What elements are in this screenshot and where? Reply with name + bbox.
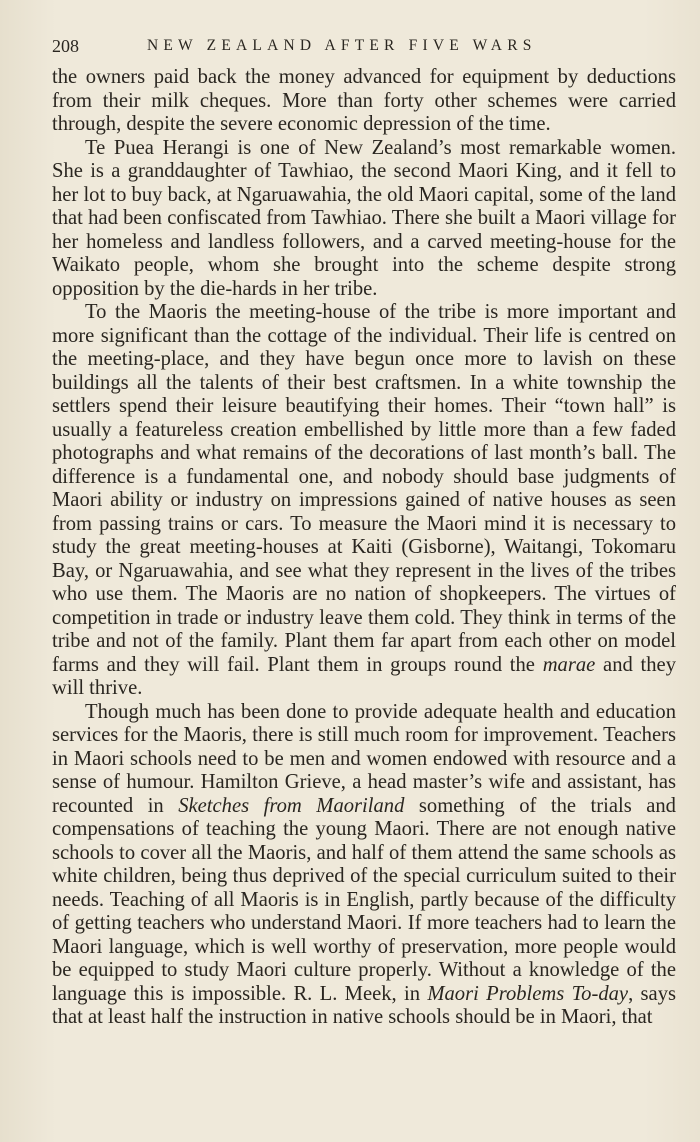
body-text (52, 66, 676, 1030)
page-number: 208 (52, 36, 79, 56)
paragraph-1 (52, 66, 676, 137)
running-head (52, 32, 676, 60)
text-segment: Te Puea Herangi is one of New Zealand’s most remarkable women. She is a granddaughter of Tawhiao, the second Maori King, and it fell to her lot to buy back, at Ngaruawahia, the old Maori capital, some of the land that had been confiscated from Tawhiao. There she built a Maori village for her homeless and landless followers, and a carved meeting-house for the Waikato people, whom she brought into the scheme despite strong opposition by the die-hards in her tribe. (52, 136, 676, 300)
text-segment: and they will thrive. (52, 653, 676, 699)
italic-text: marae (542, 653, 596, 676)
text-segment: something of the trials and compensations of teaching the young Maori. There are not enough native schools to cover all the Maoris, and half of them attend the same schools as white children, being thus deprived of the special curriculum suited to their needs. Teaching of all Maoris is in English, partly because of the difficulty of getting teachers who understand Maori. If more teachers had to learn the Maori language, which is well worthy of preservation, more people would be equipped to study Maori culture properly. Without a knowledge of the language this is impossible. R. L. Meek, in (52, 794, 676, 1005)
paragraph-4 (52, 701, 676, 1030)
text-segment: Though much has been done to provide adequate health and education services for the Maoris, there is still much room for improvement. Teachers in Maori schools need to be men and women endowed with resource and a sense of humour. Hamilton Grieve, a head master’s wife and assistant, has recounted in (52, 700, 676, 817)
text-segment: To the Maoris the meeting-house of the tribe is more important and more significant than the cottage of the individual. Their life is centred on the meeting-place, and they have begun once more to lavish on these buildings all the talents of their best craftsmen. In a white township the settlers spend their leisure beautifying their homes. Their “town hall” is usually a featureless creation embellished by little more than a few faded photographs and what remains of the decorations of last month’s ball. The difference is a fundamental one, and nobody should base judgments of Maori ability or industry on impressions gained of native houses as seen from passing trains or cars. To measure the Maori mind it is necessary to study the great meeting-houses at Kaiti (Gisborne), Waitangi, Tokomaru Bay, or Ngaruawahia, and see what they represent in the lives of the tribes who use them. The Maoris are no nation of shopkeepers. The virtues of competition in trade or industry leave them cold. They think in terms of the tribe and not of the family. Plant them far apart from each other on model farms and they will fail. Plant them in groups round the (52, 301, 676, 676)
text-segment: the owners paid back the money advanced for equipment by deductions from their milk cheques. More than forty other schemes were carried through, despite the severe economic depression of the time. (52, 66, 676, 135)
text-segment: , says that at least half the instruction in native schools should be in Maori, that (52, 982, 677, 1028)
italic-text: Sketches from Maoriland (178, 794, 405, 817)
running-title: NEW ZEALAND AFTER FIVE WARS (147, 37, 537, 54)
paragraph-3 (52, 301, 676, 701)
italic-text: Maori Problems To-day (427, 982, 629, 1005)
paragraph-2 (52, 137, 676, 302)
